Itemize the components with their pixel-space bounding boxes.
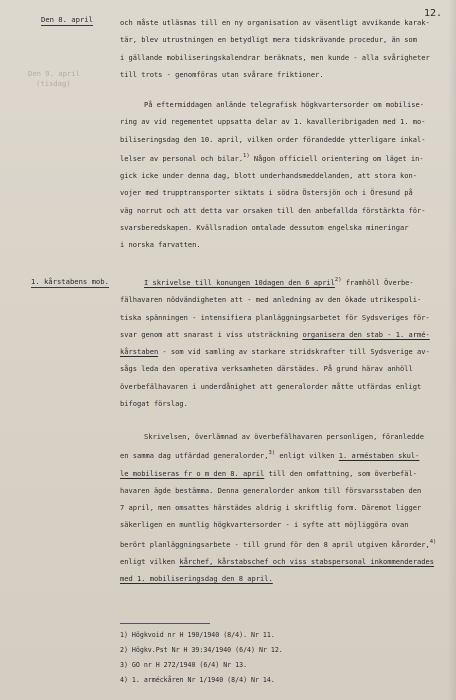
footnote-ref-2: 2) — [334, 277, 342, 283]
footnote-ref-1: 1) — [243, 152, 250, 159]
paragraph-2 — [120, 96, 446, 254]
text-line: och måste utläsmas till en ny organisation av väsentligt avvikande karak- — [120, 18, 430, 27]
text-line-part: till den omfattning, som överbefäl- — [264, 468, 417, 478]
footnote-divider — [120, 623, 210, 624]
text-line: till trots - genomföras utan svårare friktioner. — [120, 69, 324, 79]
text-line: 7 april, men omsattes härstädes aldrig i skriftlig form. Däremot ligger — [120, 503, 422, 513]
text-line: svarsberedskapen. Kvällsradion omtalade dessutom engelska mineringar — [120, 223, 409, 233]
text-line-part: framhöll Överbe- — [341, 278, 414, 287]
text-line: i norska farvatten. — [120, 240, 201, 250]
text-line: havaren ägde bestämma. Denna generalorder ankom till försvarsstaben den — [120, 485, 422, 495]
text-line: bifogat förslag. — [120, 399, 188, 409]
paragraph-1 — [120, 14, 446, 83]
text-line: biliseringsdag den 10. april, vilken order förandedde ytterligare inkal- — [120, 134, 426, 144]
text-line: överbefälhavaren i underdånighet att generalorder måtte utfärdas enligt — [120, 381, 422, 391]
underlined-text: le mobiliseras fr o m den 8. april — [120, 468, 265, 478]
text-line-part: enligt vilken — [120, 557, 180, 567]
text-line — [120, 326, 446, 343]
underlined-text: med 1. mobiliseringsdag den 8 april. — [120, 574, 273, 584]
text-line — [120, 570, 446, 587]
text-line-part: lelser av personal och bilar. — [120, 153, 244, 163]
text-line: gick icke under denna dag, blott underhandsmeddelanden, att stora kon- — [120, 171, 417, 181]
text-line-part: svar genom att snarast i viss utsträckning — [120, 329, 303, 339]
text-line-part: en samma dag utfärdad generalorder, — [120, 451, 269, 461]
text-line — [120, 534, 446, 553]
text-line: sågs leda den operativa verksamheten därstädes. På grund härav anhöll — [120, 364, 413, 374]
text-line — [120, 465, 446, 482]
footnote-2: 2) Högkv.Pst Nr H 39:34/1940 (6/4) Nr 12. — [120, 646, 283, 654]
text-line — [120, 343, 446, 360]
text-line: På eftermiddagen anlände telegrafisk högkvartersorder om mobilise- — [144, 100, 425, 109]
text-line-part: Någon officiell orientering om läget in- — [253, 153, 424, 163]
text-line — [120, 148, 446, 167]
text-line: väg norrut och att detta var orsaken till den anbefallda förstärkta för- — [120, 205, 426, 215]
margin-note-ghost-date: Den 9. april — [28, 69, 80, 78]
footnote-ref-3: 3) — [268, 450, 276, 457]
text-line: fälhavaren nödvändigheten att - med anledning av den ökade utrikespoli- — [120, 295, 422, 305]
underlined-text: organisera den stab - 1. armé- — [302, 329, 430, 339]
text-line — [120, 553, 446, 570]
footnote-1: 1) Högkvoid nr H 190/1940 (8/4). Nr 11. — [120, 631, 275, 639]
underlined-text: I skrivelse till konungen 10dagen den 6 april — [144, 278, 335, 287]
paragraph-4 — [120, 428, 446, 588]
paragraph-3 — [120, 272, 446, 412]
margin-note-ghost-day: (tisdag) — [36, 79, 71, 88]
text-line — [120, 445, 446, 464]
text-line: tiska spänningen - intensifiera planläggningsarbetet för Sydsveriges för- — [120, 312, 430, 322]
text-line: ring av vid regementet uppsatta delar av 1. kavalleribrigaden med 1. mo- — [120, 117, 426, 127]
text-line — [120, 272, 446, 291]
text-line: tär, blev utrustningen en betydligt mera tidskrävande procedur, än som — [120, 35, 417, 45]
footnote-ref-4: 4) — [429, 538, 437, 545]
footnote-4: 4) 1. arméckåren Nr 1/1940 (8/4) Nr 14. — [120, 676, 275, 684]
margin-note-mob: 1. kårstabens mob. — [31, 277, 109, 286]
page-number: 12. — [424, 8, 443, 19]
underlined-text: kårstaben — [120, 347, 159, 357]
underlined-text: 1. arméstaben skul- — [338, 451, 420, 461]
text-line: i gällande mobiliseringskalendrar beräknats, men kunde - alla svårigheter — [120, 52, 430, 62]
text-line: Skrivelsen, överlämnad av överbefälhavaren personligen, föranledde — [144, 432, 425, 441]
text-line-part: enligt vilken — [275, 451, 339, 461]
text-line-part: - som vid samling av starkare stridskrafter till Sydsverige av- — [158, 347, 430, 357]
underlined-text: kårchef, kårstabschef och viss stabspersonal inkommenderades — [179, 557, 434, 567]
text-line-part: berört planläggningsarbete - till grund för den 8 april utgiven kårorder, — [120, 539, 430, 549]
text-line: säkerligen en muntlig högkvartersorder - i syfte att möjliggöra ovan — [120, 520, 409, 530]
footnote-3: 3) GO nr H 272/1940 (6/4) Nr 13. — [120, 661, 248, 669]
margin-note-date: Den 8. april — [41, 15, 93, 24]
page-edge-shadow — [448, 0, 456, 700]
text-line: vojer med trupptransporter siktats i södra Östersjön och i Öresund på — [120, 188, 413, 198]
